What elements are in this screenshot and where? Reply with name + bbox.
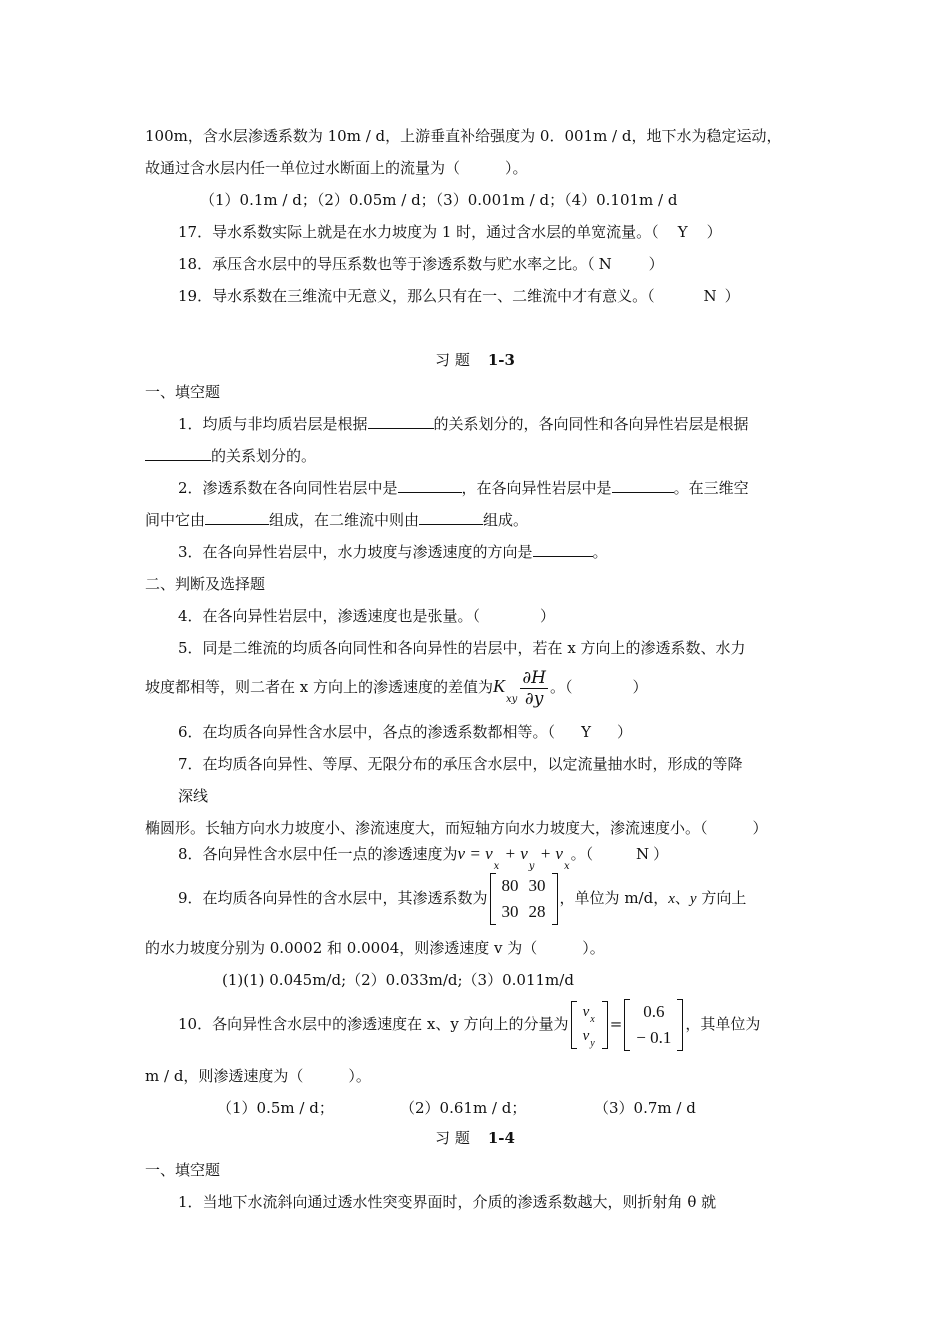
formula-term: = v — [465, 844, 493, 863]
question-text: 。在三维空 — [673, 479, 749, 497]
heading-title: 习 题 — [435, 351, 470, 369]
text-line: 故通过含水层内任一单位过水断面上的流量为（ ）。 — [145, 159, 528, 177]
velocity-vector — [571, 1001, 608, 1049]
question-10-cont: m / d，则渗透速度为（ ）。 — [145, 1067, 371, 1085]
question-5: 5．同是二维流的均质各向同性和各向异性的岩层中，若在 x 方向上的渗透系数、水力 — [178, 639, 746, 657]
fill-blank — [612, 478, 674, 493]
close-paren: ） — [617, 723, 633, 741]
answer-mark: N — [636, 845, 650, 863]
question-1: 1．当地下水流斜向通过透水性突变界面时，介质的渗透系数越大，则折射角 θ 就 — [178, 1193, 717, 1211]
question-10 — [178, 994, 760, 1054]
question-text: 17．导水系数实际上就是在水力坡度为 1 时，通过含水层的单宽流量。（ — [178, 223, 659, 241]
question-2 — [178, 478, 749, 498]
fill-blank — [398, 478, 462, 493]
matrix-cell: 28 — [528, 902, 546, 921]
permeability-matrix — [490, 873, 558, 925]
formula-subscript: x — [493, 861, 500, 872]
question-text: 方向上 — [696, 889, 747, 907]
answer-mark: Y — [581, 723, 591, 741]
matrix-cell — [578, 1001, 601, 1025]
matrix-cell: 0.6 — [643, 1002, 665, 1021]
formula-term: + v — [500, 844, 528, 863]
formula-subscript: x — [590, 1014, 595, 1025]
matrix-cell: − 0.1 — [636, 1028, 672, 1047]
question-text: 6．在均质各向异性含水层中，各点的渗透系数都相等。（ — [178, 723, 556, 741]
fill-blank — [205, 510, 269, 525]
options-line: (1)(1) 0.045m/d;（2）0.033m/d;（3）0.011m/d — [222, 971, 574, 989]
heading-number: 1-4 — [487, 1129, 515, 1147]
question-text: ，在各向异性岩层中是 — [461, 479, 612, 497]
formula-subscript: x — [563, 861, 570, 872]
formula-subscript: xy — [506, 694, 518, 705]
close-paren: ） — [648, 255, 664, 273]
formula-y: y — [689, 891, 697, 907]
matrix-cell: 30 — [528, 876, 546, 895]
fill-blank — [419, 510, 483, 525]
options-line: （1）0.1m / d；（2）0.05m / d；（3）0.001m / d；（4）0.101m / d — [200, 191, 678, 209]
partial-derivative-fraction — [520, 668, 548, 709]
question-text: 19．导水系数在三维流中无意义，那么只有在一、二维流中才有意义。（ — [178, 287, 655, 305]
question-19 — [178, 286, 740, 306]
question-2-cont — [145, 510, 528, 530]
question-7: 7．在均质各向异性、等厚、无限分布的承压含水层中，以定流量抽水时，形成的等降 — [178, 755, 743, 773]
question-9-cont: 的水力坡度分别为 0.0002 和 0.0004，则渗透速度 v 为（ ）。 — [145, 939, 605, 957]
question-5-cont — [145, 664, 647, 712]
question-text: 3．在各向异性岩层中，水力坡度与渗透速度的方向是 — [178, 543, 533, 561]
answer-mark: N — [598, 255, 612, 273]
option-2: （2）0.61m / d； — [400, 1099, 527, 1117]
question-text: 1．均质与非均质岩层是根据 — [178, 415, 368, 433]
answer-mark: N — [703, 287, 717, 305]
option-1: （1）0.5m / d； — [217, 1099, 334, 1117]
text-line: 100m，含水层渗透系数为 10m / d，上游垂直补给强度为 0．001m / d，地下水为稳定运动， — [145, 127, 782, 145]
question-text: 10．各向异性含水层中的渗透速度在 x、y 方向上的分量为 — [178, 1015, 569, 1033]
question-17 — [178, 222, 722, 242]
fill-blank — [145, 446, 211, 461]
matrix-cell — [578, 1025, 601, 1049]
question-6 — [178, 722, 632, 742]
heading-title: 习 题 — [435, 1129, 470, 1147]
question-text: ，其单位为 — [685, 1015, 761, 1033]
fraction-denominator: ∂y — [524, 688, 544, 709]
close-paren: ） — [724, 287, 740, 305]
formula-v: v — [582, 1004, 590, 1020]
velocity-values — [624, 999, 683, 1051]
fill-blank — [368, 414, 434, 429]
question-text: 的关系划分的，各向同性和各向异性岩层是根据 — [433, 415, 749, 433]
question-3 — [178, 542, 608, 562]
formula-v: v — [582, 1028, 590, 1044]
question-1 — [178, 414, 749, 434]
fraction-numerator: ∂H — [522, 667, 546, 688]
close-paren: ） — [706, 223, 722, 241]
formula-v: v — [457, 844, 466, 863]
formula-term: + v — [535, 844, 563, 863]
matrix-cell: 80 — [501, 876, 519, 895]
question-4: 4．在各向异性岩层中，渗透速度也是张量。（ ） — [178, 607, 556, 625]
question-text: 组成，在二维流中则由 — [269, 511, 420, 529]
section-heading-1-4 — [0, 1128, 950, 1148]
question-text: 间中它由 — [145, 511, 206, 529]
question-text: 。 — [592, 543, 608, 561]
question-text: 2．渗透系数在各向同性岩层中是 — [178, 479, 398, 497]
formula-equals: = — [609, 1015, 623, 1033]
part-heading: 一、填空题 — [145, 1161, 221, 1179]
question-text: 坡度都相等，则二者在 x 方向上的渗透速度的差值为 — [145, 678, 493, 696]
option-3: （3）0.7m / d — [594, 1099, 696, 1117]
question-1-cont — [145, 446, 316, 466]
question-text: ，单位为 m/d， — [559, 889, 669, 907]
section-heading-1-3 — [0, 350, 950, 370]
part-heading: 一、填空题 — [145, 383, 221, 401]
question-text: 9．在均质各向异性的含水层中，其渗透系数为 — [178, 889, 488, 907]
question-text: 。（ ） — [549, 678, 648, 696]
question-text: 组成。 — [483, 511, 529, 529]
question-text: 。（ — [570, 845, 594, 863]
formula-subscript: y — [590, 1038, 595, 1049]
fill-blank — [533, 542, 593, 557]
formula-x: x — [668, 891, 675, 907]
question-8 — [178, 844, 669, 872]
formula-k: K — [493, 676, 506, 696]
formula-subscript: y — [528, 861, 535, 872]
part-heading: 二、判断及选择题 — [145, 575, 266, 593]
heading-number: 1-3 — [487, 351, 515, 369]
answer-mark: Y — [677, 223, 688, 241]
question-text: 的关系划分的。 — [211, 447, 317, 465]
close-paren: ） — [653, 845, 669, 863]
question-7-cont2: 椭圆形。长轴方向水力坡度小、渗流速度大，而短轴方向水力坡度大，渗流速度小。（ ） — [145, 819, 768, 837]
matrix-cell: 30 — [501, 902, 519, 921]
question-text: 18．承压含水层中的导压系数也等于渗透系数与贮水率之比。（ — [178, 255, 595, 273]
question-text: 8．各向异性含水层中任一点的渗透速度为 — [178, 845, 458, 863]
question-18 — [178, 254, 664, 274]
question-7-cont: 深线 — [178, 787, 209, 805]
question-9: 9．在均质各向异性的含水层中，其渗透系数为 80 30 30 28 ，单位为 m/d，x、y 方向上 — [178, 870, 746, 927]
